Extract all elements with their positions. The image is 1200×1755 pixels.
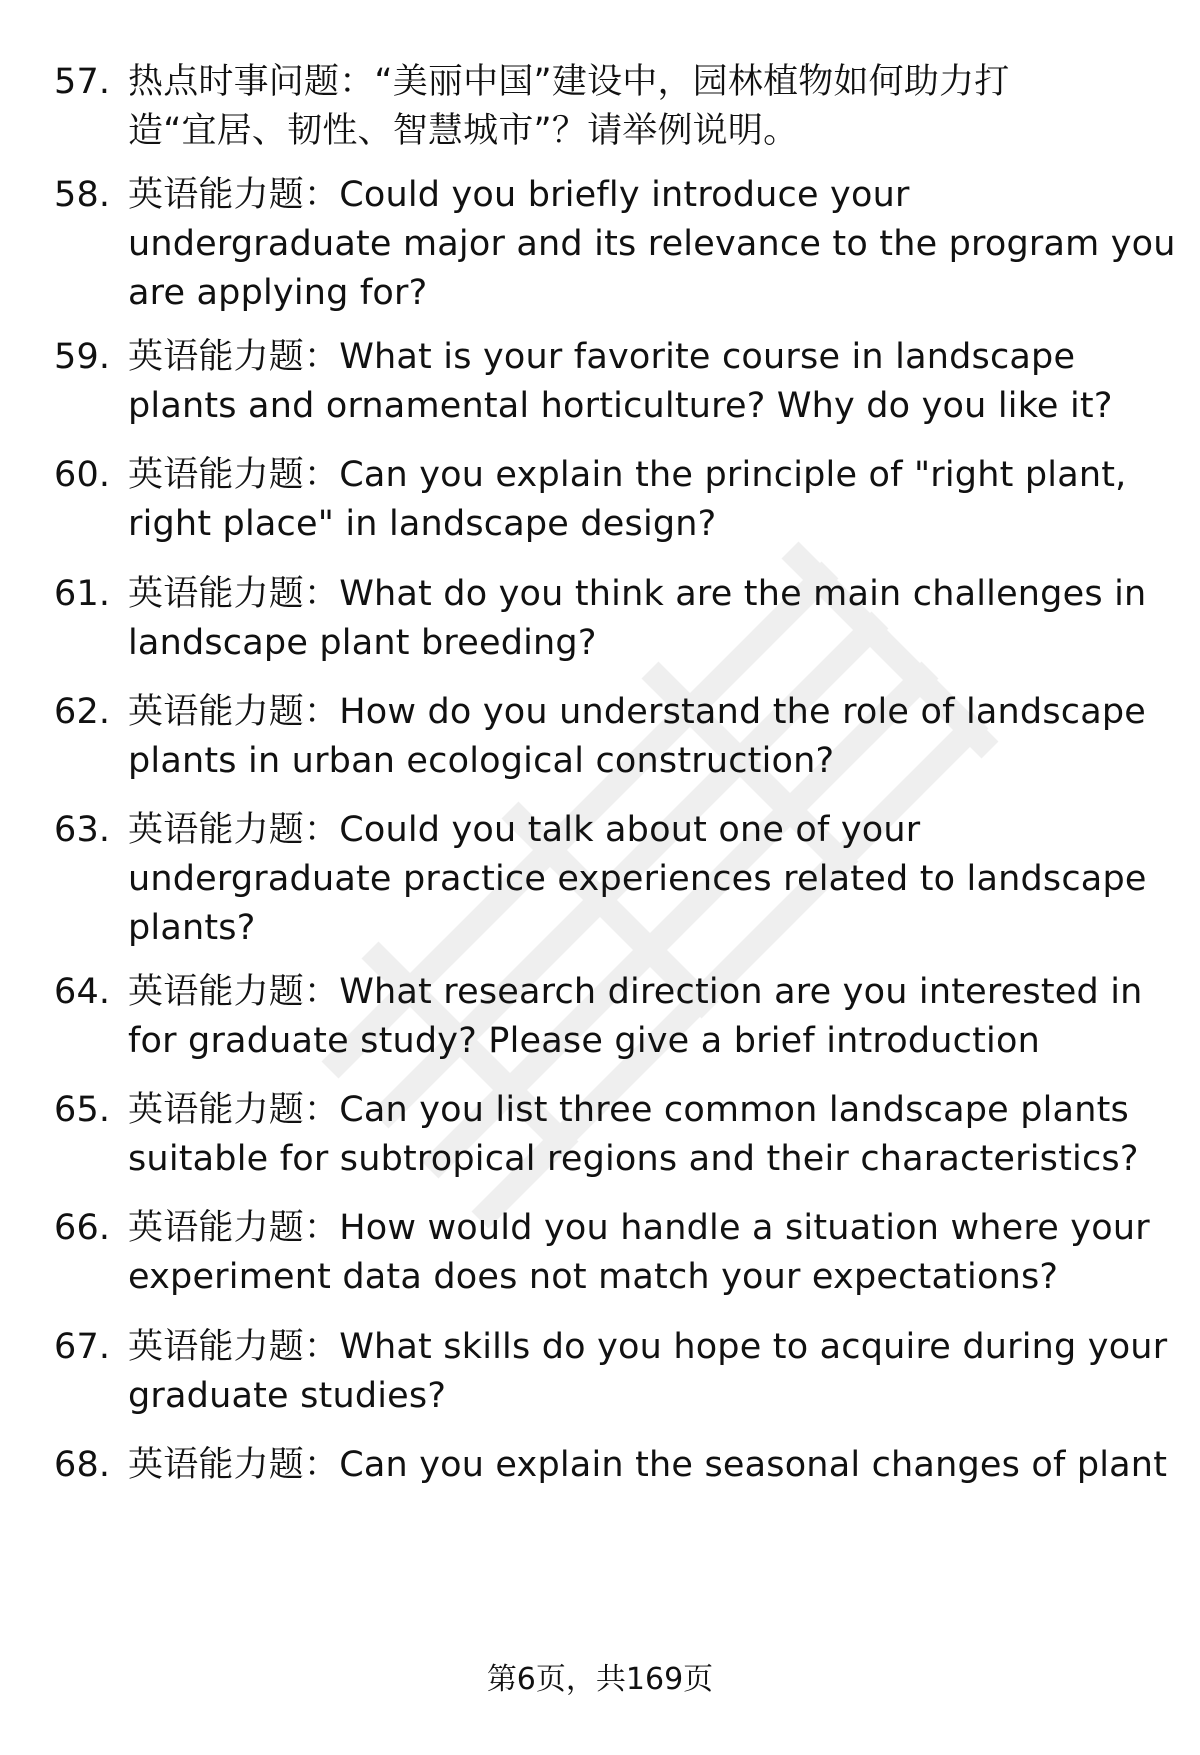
question-line: right place" in landscape design? (128, 504, 717, 544)
question-number: 63. (54, 810, 111, 850)
question-line: plants in urban ecological construction? (128, 741, 835, 781)
question-text (128, 1086, 1200, 1184)
question-text (128, 570, 1200, 668)
question-line: landscape plant breeding? (128, 623, 597, 663)
question-line: 英语能力题：Can you list three common landscape plants (128, 1090, 1129, 1130)
question-line: undergraduate practice experiences related to landscape (128, 859, 1147, 899)
question-number: 67. (54, 1327, 111, 1367)
question-line: 英语能力题：Could you talk about one of your (128, 810, 921, 850)
question-line: 造“宜居、韧性、智慧城市”？请举例说明。 (128, 111, 799, 151)
question-line: 英语能力题：Can you explain the principle of "right plant, (128, 455, 1127, 495)
question-text (128, 333, 1200, 431)
question-line: graduate studies? (128, 1376, 447, 1416)
question-number: 66. (54, 1208, 111, 1248)
question-number: 68. (54, 1445, 111, 1485)
question-number: 61. (54, 574, 111, 614)
question-text (128, 171, 1200, 318)
question-line: 英语能力题：What is your favorite course in landscape (128, 337, 1076, 377)
question-line: 英语能力题：Can you explain the seasonal changes of plant (128, 1445, 1168, 1485)
page-footer: 第6页，共169页 (486, 1662, 714, 1697)
question-number: 60. (54, 455, 111, 495)
question-line: 英语能力题：Could you briefly introduce your (128, 175, 910, 215)
question-line: for graduate study? Please give a brief introduction (128, 1021, 1040, 1061)
question-text (128, 806, 1200, 953)
question-text (128, 1441, 1200, 1490)
question-line: plants and ornamental horticulture? Why do you like it? (128, 386, 1113, 426)
question-number: 57. (54, 62, 111, 102)
question-line: undergraduate major and its relevance to the program you (128, 224, 1176, 264)
question-line: 英语能力题：What do you think are the main challenges in (128, 574, 1147, 614)
question-number: 58. (54, 175, 111, 215)
question-line: are applying for? (128, 273, 428, 313)
question-line: plants? (128, 908, 256, 948)
question-number: 62. (54, 692, 111, 732)
question-line: 热点时事问题：“美丽中国”建设中，园林植物如何助力打 (128, 62, 1010, 102)
question-line: 英语能力题：What skills do you hope to acquire during your (128, 1327, 1168, 1367)
question-text (128, 451, 1200, 549)
question-number: 59. (54, 337, 111, 377)
question-line: experiment data does not match your expectations? (128, 1257, 1059, 1297)
question-line: 英语能力题：How do you understand the role of landscape (128, 692, 1146, 732)
question-text (128, 1204, 1200, 1302)
question-number: 65. (54, 1090, 111, 1130)
question-text (128, 1323, 1200, 1421)
question-number: 64. (54, 972, 111, 1012)
question-line: 英语能力题：How would you handle a situation where your (128, 1208, 1150, 1248)
question-line: suitable for subtropical regions and their characteristics? (128, 1139, 1139, 1179)
question-text (128, 58, 1200, 156)
question-text (128, 688, 1200, 786)
question-line: 英语能力题：What research direction are you interested in (128, 972, 1143, 1012)
question-text (128, 968, 1200, 1066)
